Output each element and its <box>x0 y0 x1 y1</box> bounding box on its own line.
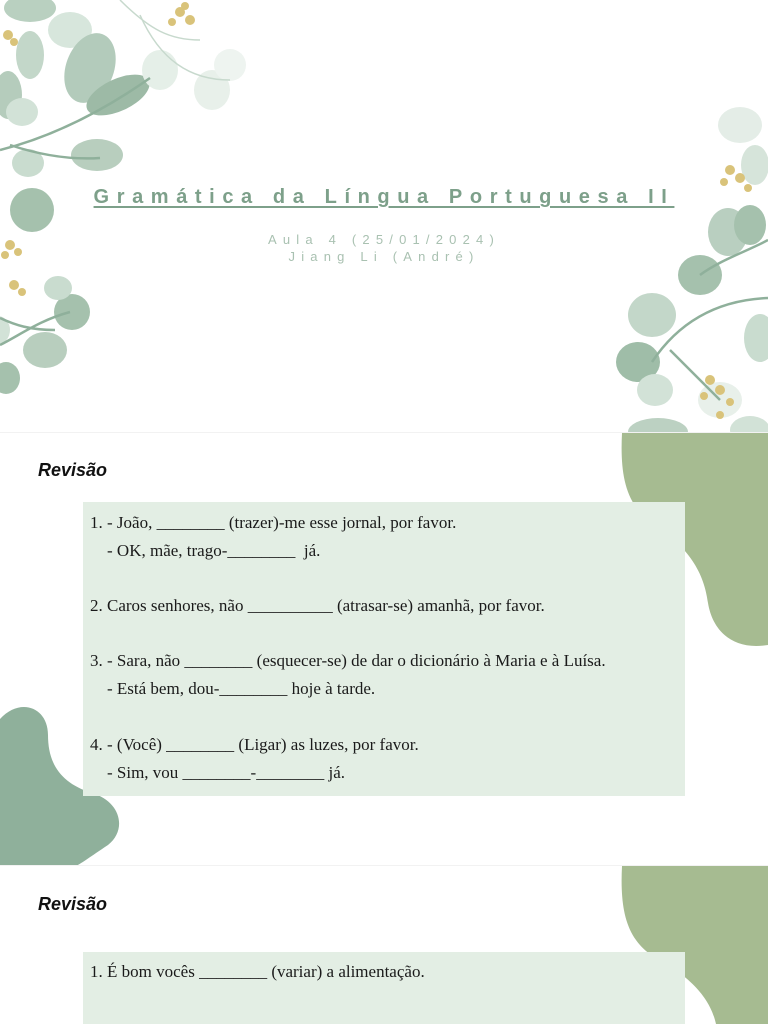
review-slide <box>0 433 768 866</box>
author-name: Jiang Li (André) <box>288 249 480 264</box>
exercise-line: - Está bem, dou-________ hoje à tarde. <box>90 679 376 698</box>
exercise-line: - OK, mãe, trago-________ já. <box>90 541 321 560</box>
section-heading: Revisão <box>38 894 108 914</box>
exercise-line: 3. - Sara, não ________ (esquecer-se) de dar o dicionário à Maria e à Luísa. <box>90 651 606 670</box>
exercise-box <box>83 952 685 1024</box>
exercise-line: - Sim, vou ________-________ já. <box>90 763 345 782</box>
lesson-date: Aula 4 (25/01/2024) <box>268 232 500 247</box>
exercise-line: 1. É bom vocês ________ (variar) a alimentação. <box>90 962 425 981</box>
section-heading: Revisão <box>38 460 108 480</box>
presentation-title: Gramática da Língua Portuguesa II <box>93 186 675 208</box>
title-slide <box>0 0 768 432</box>
review-slide-2 <box>0 866 768 1024</box>
exercise-box <box>83 502 685 796</box>
exercise-line: 1. - João, ________ (trazer)-me esse jornal, por favor. <box>90 513 457 532</box>
eucalyptus-branch-right-icon <box>600 100 768 432</box>
exercise-line: 2. Caros senhores, não __________ (atrasar-se) amanhã, por favor. <box>90 596 545 615</box>
exercise-line: 4. - (Você) ________ (Ligar) as luzes, por favor. <box>90 735 419 754</box>
